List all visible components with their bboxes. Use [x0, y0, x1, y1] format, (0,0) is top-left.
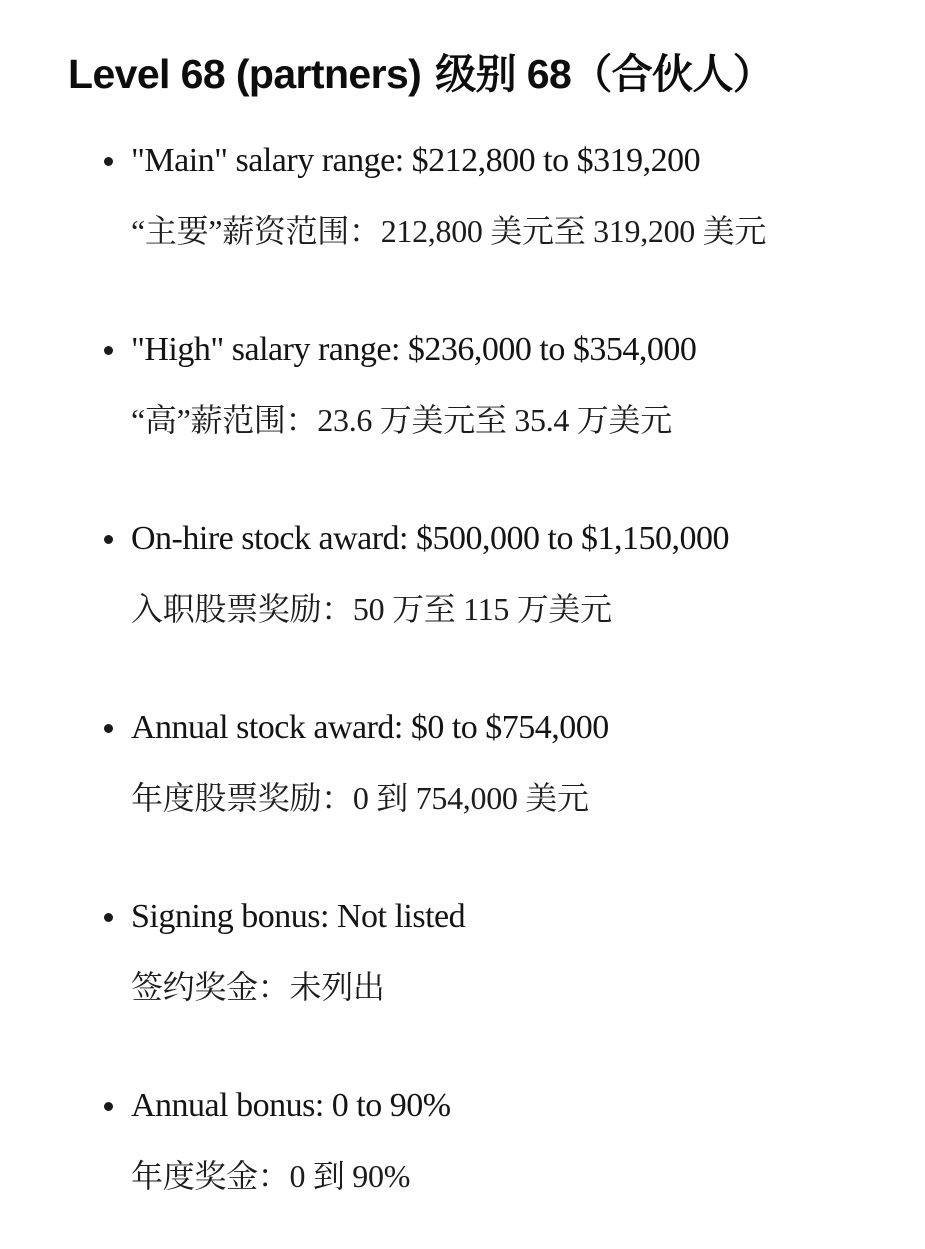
- item-chinese-text: 年度股票奖励：0 到 754,000 美元: [131, 780, 589, 816]
- item-chinese-text: 年度奖金：0 到 90%: [131, 1158, 411, 1194]
- bullet-icon: [104, 724, 113, 733]
- item-chinese-text: “高”薪范围：23.6 万美元至 35.4 万美元: [131, 402, 672, 438]
- item-english-text: On-hire stock award: $500,000 to $1,150,000: [131, 520, 729, 557]
- bullet-icon: [104, 1102, 113, 1111]
- item-english-text: "High" salary range: $236,000 to $354,000: [131, 331, 697, 368]
- bullet-icon: [104, 913, 113, 922]
- bullet-icon: [104, 535, 113, 544]
- bullet-icon: [104, 157, 113, 166]
- item-english-text: Annual bonus: 0 to 90%: [131, 1087, 451, 1124]
- page-title-english: Level 68 (partners): [68, 51, 422, 97]
- page-title-chinese: 级别 68（合伙人）: [435, 51, 774, 97]
- item-english-text: Signing bonus: Not listed: [131, 898, 466, 935]
- item-chinese-text: 入职股票奖励：50 万至 115 万美元: [131, 591, 612, 627]
- item-english-text: Annual stock award: $0 to $754,000: [131, 709, 609, 746]
- page-title: [68, 46, 773, 102]
- item-chinese-text: 签约奖金：未列出: [131, 969, 385, 1005]
- item-english-text: "Main" salary range: $212,800 to $319,200: [131, 142, 701, 179]
- bullet-icon: [104, 346, 113, 355]
- item-chinese-text: “主要”薪资范围：212,800 美元至 319,200 美元: [131, 213, 767, 249]
